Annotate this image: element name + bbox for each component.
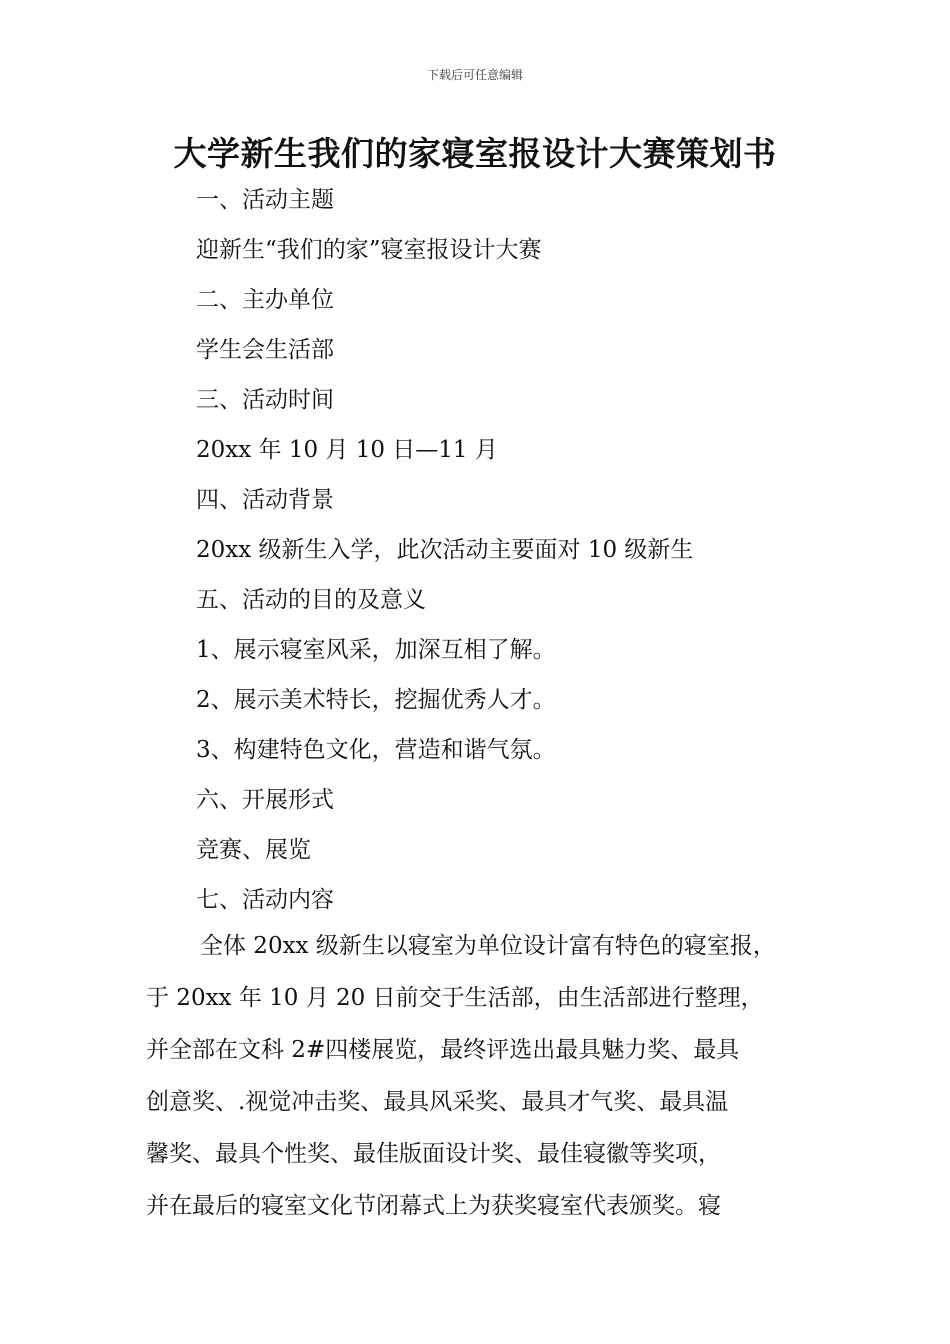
section-heading-format: 六、开展形式 (196, 787, 334, 813)
section-text-background: 20xx 级新生入学，此次活动主要面对 10 级新生 (196, 537, 694, 563)
paragraph-line: 并全部在文科 2#四楼展览，最终评选出最具魅力奖、最具 (146, 1037, 740, 1063)
paragraph-line: 并在最后的寝室文化节闭幕式上为获奖寝室代表颁奖。寝 (146, 1193, 721, 1219)
section-text-time: 20xx 年 10 月 10 日—11 月 (196, 437, 498, 463)
document-title: 大学新生我们的家寝室报设计大赛策划书 (173, 134, 777, 173)
purpose-item-1: 1、展示寝室风采，加深互相了解。 (196, 637, 556, 663)
section-heading-purpose: 五、活动的目的及意义 (196, 587, 426, 613)
purpose-item-2: 2、展示美术特长，挖掘优秀人才。 (196, 687, 556, 713)
section-text-theme: 迎新生“我们的家”寝室报设计大赛 (196, 237, 542, 263)
header-note: 下载后可任意编辑 (426, 68, 523, 82)
section-text-format: 竞赛、展览 (196, 837, 311, 863)
paragraph-line: 全体 20xx 级新生以寝室为单位设计富有特色的寝室报， (200, 933, 776, 959)
section-heading-content: 七、活动内容 (196, 887, 334, 913)
paragraph-line: 创意奖、.视觉冲击奖、最具风采奖、最具才气奖、最具温 (146, 1089, 729, 1115)
paragraph-line: 馨奖、最具个性奖、最佳版面设计奖、最佳寝徽等奖项， (146, 1141, 721, 1167)
section-heading-background: 四、活动背景 (196, 487, 334, 513)
section-heading-theme: 一、活动主题 (196, 187, 334, 213)
paragraph-line: 于 20xx 年 10 月 20 日前交于生活部，由生活部进行整理， (146, 985, 764, 1011)
purpose-item-3: 3、构建特色文化，营造和谐气氛。 (196, 737, 556, 763)
section-heading-time: 三、活动时间 (196, 387, 334, 413)
content-paragraph (146, 925, 836, 1237)
section-text-organizer: 学生会生活部 (196, 337, 334, 363)
section-heading-organizer: 二、主办单位 (196, 287, 334, 313)
outline-section (196, 180, 896, 930)
